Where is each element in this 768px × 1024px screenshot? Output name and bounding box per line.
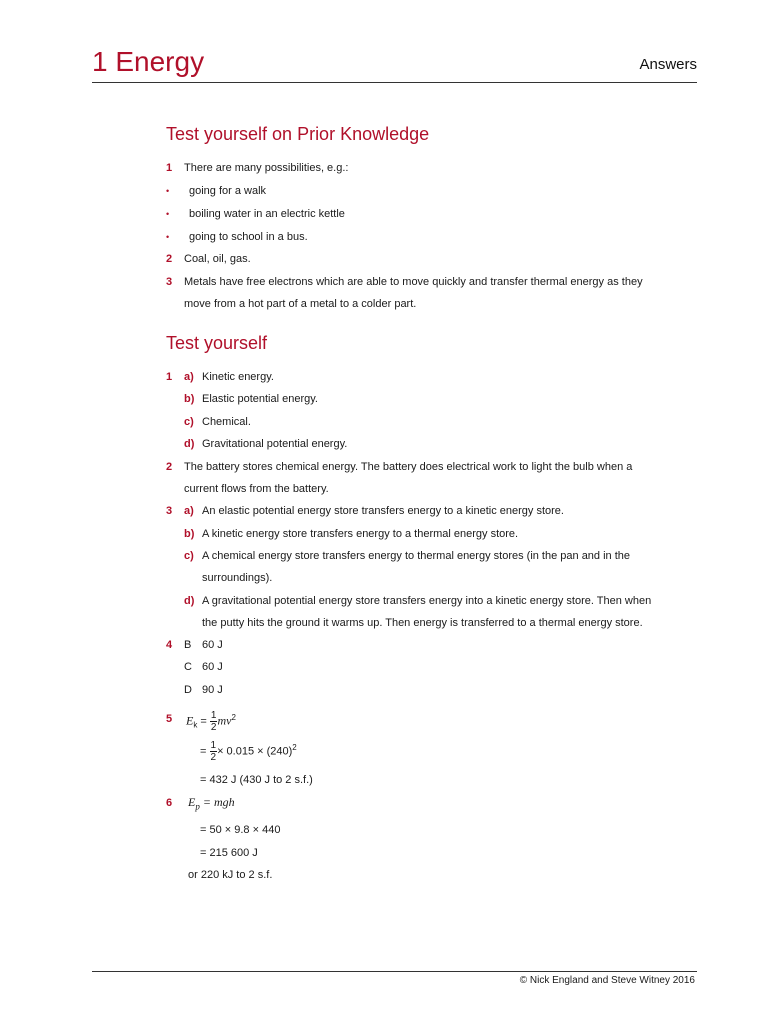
bullet-text: going for a walk — [189, 185, 267, 197]
equals-sign: = — [200, 745, 207, 758]
answer-text: The battery stores chemical energy. The battery does electrical work to light the bulb when a — [184, 461, 633, 473]
page-header — [92, 44, 697, 83]
equation-gpe — [188, 795, 235, 813]
question-text: move from a hot part of a metal to a colder part. — [184, 298, 417, 310]
equation-alt-result: or 220 kJ to 2 s.f. — [188, 869, 273, 881]
question-text: Metals have free electrons which are able to move quickly and transfer thermal energy as they — [184, 276, 643, 288]
bullet-text: boiling water in an electric kettle — [189, 208, 345, 220]
part-label: c) — [184, 550, 194, 562]
denominator: 2 — [210, 752, 217, 763]
answer-text: A kinetic energy store transfers energy to a thermal energy store. — [202, 528, 519, 540]
subscript-p: p — [195, 801, 200, 812]
copyright-notice: © Nick England and Steve Witney 2016 — [519, 975, 695, 986]
answer-text: the putty hits the ground it warms up. Then energy is transferred to a thermal energy store. — [202, 617, 643, 629]
equation-substitution — [200, 740, 297, 763]
question-number: 3 — [166, 505, 173, 517]
equation-substitution: = 50 × 9.8 × 440 — [200, 824, 281, 836]
equation-kinetic — [186, 710, 236, 733]
answers-label: Answers — [639, 56, 697, 73]
answer-text: An elastic potential energy store transfers energy to a kinetic energy store. — [202, 505, 564, 517]
question-number: 1 — [166, 162, 173, 174]
part-label: a) — [184, 371, 194, 383]
numerator: 1 — [210, 740, 217, 751]
part-label: b) — [184, 393, 195, 405]
answer-text: Gravitational potential energy. — [202, 438, 348, 450]
part-label: a) — [184, 505, 194, 517]
question-number: 3 — [166, 276, 173, 288]
choice-letter: D — [184, 684, 192, 696]
choice-value: 90 J — [202, 684, 223, 696]
chapter-title: 1 Energy — [92, 46, 205, 77]
symbol-e: E — [186, 713, 194, 728]
choice-letter: C — [184, 661, 192, 673]
subscript-k: k — [193, 720, 198, 730]
choice-value: 60 J — [202, 639, 223, 651]
numerator: 1 — [210, 710, 217, 721]
bullet-icon: • — [166, 186, 170, 196]
part-label: d) — [184, 438, 195, 450]
section-heading-test-yourself: Test yourself — [166, 333, 268, 353]
bullet-icon: • — [166, 232, 170, 242]
equation-row — [0, 710, 768, 734]
substitution-text: × 0.015 × (240) — [217, 745, 293, 758]
footer-divider — [92, 971, 697, 972]
part-label: b) — [184, 528, 195, 540]
equation-row — [0, 740, 768, 764]
answer-text: Chemical. — [202, 416, 251, 428]
choice-value: 60 J — [202, 661, 223, 673]
equals-sign: = — [200, 715, 207, 728]
bullet-text: going to school in a bus. — [189, 231, 308, 243]
answer-text: surroundings). — [202, 572, 273, 584]
question-number: 4 — [166, 639, 173, 651]
question-number: 2 — [166, 253, 173, 265]
choice-letter: B — [184, 639, 192, 651]
exponent: 2 — [231, 712, 236, 722]
equation-result: = 432 J (430 J to 2 s.f.) — [200, 774, 313, 786]
question-text: There are many possibilities, e.g.: — [184, 162, 349, 174]
section-heading-prior-knowledge: Test yourself on Prior Knowledge — [166, 124, 430, 144]
question-number: 1 — [166, 371, 173, 383]
denominator: 2 — [210, 722, 217, 733]
symbol-mv: mv — [217, 713, 232, 728]
question-number: 5 — [166, 713, 173, 725]
exponent: 2 — [292, 742, 297, 752]
equation-result: = 215 600 J — [200, 847, 258, 859]
equation-rhs: = mgh — [199, 795, 235, 809]
part-label: c) — [184, 416, 194, 428]
question-text: Coal, oil, gas. — [184, 253, 251, 265]
part-label: d) — [184, 595, 195, 607]
answer-text: A chemical energy store transfers energy to thermal energy stores (in the pan and in the — [202, 550, 631, 562]
answer-text: Kinetic energy. — [202, 371, 274, 383]
question-number: 6 — [166, 797, 173, 809]
symbol-e: E — [188, 795, 196, 809]
fraction-half — [210, 740, 218, 763]
answer-text: A gravitational potential energy store transfers energy into a kinetic energy store. Then when — [202, 595, 652, 607]
question-number: 2 — [166, 461, 173, 473]
answer-text: Elastic potential energy. — [202, 393, 318, 405]
answer-text: current flows from the battery. — [184, 483, 329, 495]
bullet-icon: • — [166, 209, 170, 219]
